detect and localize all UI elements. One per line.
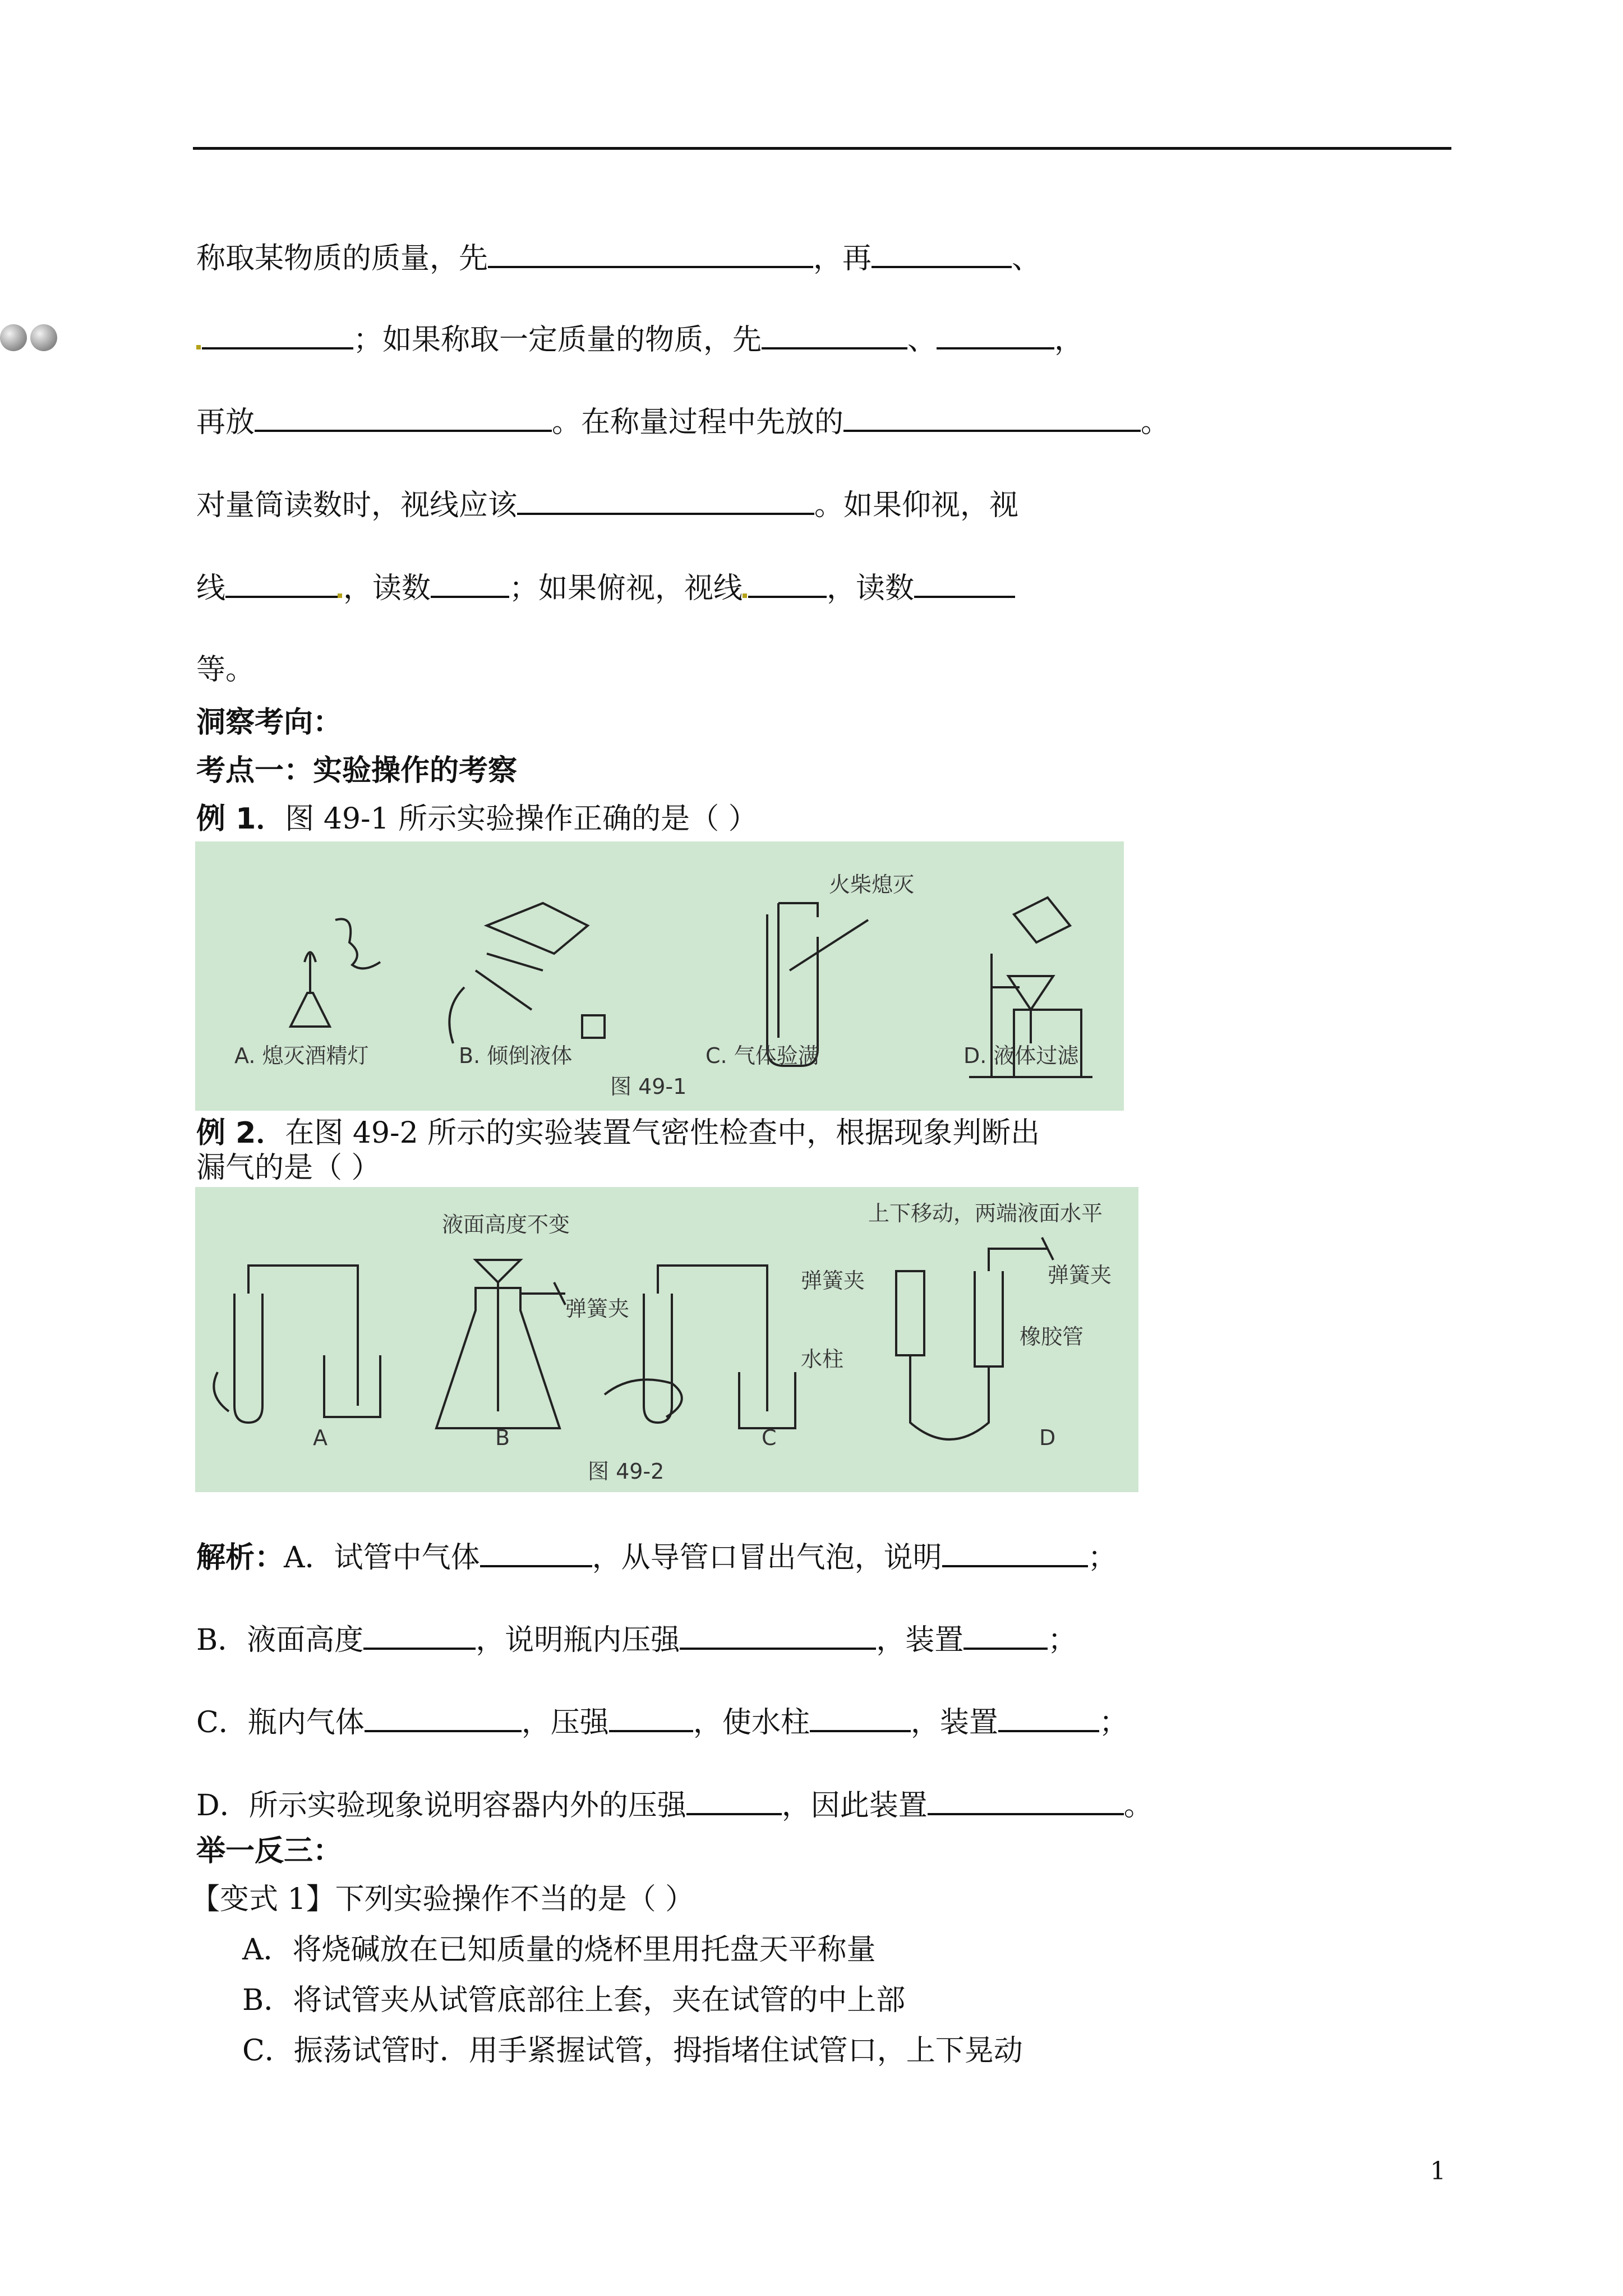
rubber-tube-icon xyxy=(910,1355,989,1439)
tube-right-icon xyxy=(975,1271,1003,1366)
delivery-tube-icon xyxy=(778,903,818,1038)
figure2-option-c: C xyxy=(762,1425,777,1450)
apparatus-drawings xyxy=(214,1237,1053,1439)
variant-text: 下列实验操作不当的是（ ） xyxy=(335,1883,695,1916)
figure2-option-d: D xyxy=(1039,1425,1056,1450)
blank xyxy=(928,1788,1124,1815)
text: ，因此装置 xyxy=(781,1789,928,1823)
analysis-b xyxy=(196,1623,1077,1657)
text: ； xyxy=(1048,1623,1077,1657)
point-1: 考点一：实验操作的考察 xyxy=(196,754,518,788)
stopper-icon xyxy=(582,1015,605,1038)
clamp-icon xyxy=(520,1282,565,1305)
figure-49-1 xyxy=(195,841,1124,1111)
blank xyxy=(843,405,1141,432)
blank xyxy=(914,571,1015,598)
analysis-c xyxy=(196,1705,1128,1740)
text: 等。 xyxy=(196,653,255,687)
hand-icon xyxy=(214,1372,229,1411)
page-number: 1 xyxy=(1430,2157,1446,2185)
variant-label: 【变式 1】 xyxy=(191,1883,335,1916)
pouring-beaker-icon xyxy=(1014,898,1070,942)
text: 线 xyxy=(196,572,226,605)
blank xyxy=(762,323,907,349)
text: ；如果俯视，视线 xyxy=(509,572,743,605)
blank xyxy=(680,1623,876,1650)
variant-1 xyxy=(191,1883,694,1916)
variant-1-option-a: A．将烧碱放在已知质量的烧杯里用托盘天平称量 xyxy=(242,1933,876,1967)
section-practice: 举一反三： xyxy=(196,1834,343,1868)
figure2-option-a: A xyxy=(313,1425,328,1450)
example-label: 例 2． xyxy=(196,1116,285,1150)
figure2-annotation: 液面高度不变 xyxy=(442,1212,570,1237)
header-rule xyxy=(193,147,1451,150)
text: 。 xyxy=(1141,406,1170,439)
hand-icon xyxy=(449,987,464,1043)
text: ，装置 xyxy=(876,1623,964,1657)
test-tube-icon xyxy=(644,1294,672,1423)
text: A．试管中气体 xyxy=(284,1541,480,1575)
tube-left-icon xyxy=(896,1271,924,1355)
example-2 xyxy=(196,1116,1040,1150)
example-label: 例 1． xyxy=(196,802,285,836)
blank xyxy=(810,1705,911,1732)
text: ，读数 xyxy=(827,572,915,605)
blank xyxy=(488,241,813,268)
blank xyxy=(363,1623,476,1650)
text: 再放 xyxy=(196,406,255,439)
text: 、 xyxy=(1012,242,1041,275)
match-icon xyxy=(790,920,868,970)
example-2-cont: 漏气的是（ ） xyxy=(196,1151,381,1185)
section-insight: 洞察考向： xyxy=(196,706,343,739)
analysis-a xyxy=(196,1540,1117,1575)
text: ， xyxy=(1054,323,1084,357)
alcohol-lamp-icon xyxy=(291,993,330,1027)
fill-line-4 xyxy=(196,488,1018,522)
blank xyxy=(202,323,353,349)
text: 。在称量过程中先放的 xyxy=(552,406,844,439)
example-text: 在图 49-2 所示的实验装置气密性检查中，根据现象判断出 xyxy=(285,1116,1040,1150)
beaker-icon xyxy=(324,1355,380,1417)
text: 对量筒读数时，视线应该 xyxy=(196,489,518,522)
text: C．瓶内气体 xyxy=(196,1706,365,1740)
text: ，使水柱 xyxy=(693,1706,810,1740)
blank xyxy=(963,1623,1048,1650)
delivery-tube-icon xyxy=(248,1266,358,1406)
analysis-d xyxy=(196,1788,1153,1823)
blank xyxy=(365,1705,522,1732)
analysis-label: 解析： xyxy=(196,1541,284,1575)
blank xyxy=(942,1540,1088,1567)
figure2-annotation: 弹簧夹 xyxy=(801,1268,865,1293)
figure2-annotation: 弹簧夹 xyxy=(565,1296,630,1321)
figure1-option-d: D. 液体过滤 xyxy=(963,1043,1079,1068)
fill-line-5 xyxy=(196,571,1015,605)
blank xyxy=(872,241,1012,268)
decor-circle-icon xyxy=(0,324,27,351)
blank xyxy=(225,571,338,598)
example-1 xyxy=(196,802,758,836)
variant-1-option-b: B．将试管夹从试管底部往上套，夹在试管的中上部 xyxy=(242,1984,906,2017)
clamp-icon xyxy=(989,1237,1053,1271)
blank xyxy=(255,405,552,432)
mark xyxy=(743,593,747,598)
blank xyxy=(431,571,509,598)
mark xyxy=(196,345,201,349)
text: 。如果仰视，视 xyxy=(814,489,1019,522)
blank xyxy=(609,1705,693,1732)
blank xyxy=(748,571,827,598)
figure-49-2-drawing xyxy=(195,1187,1138,1492)
mark xyxy=(338,593,342,598)
fill-line-6 xyxy=(196,653,255,687)
blank xyxy=(937,323,1054,349)
figure2-annotation: 水柱 xyxy=(801,1347,844,1372)
figure1-caption: 图 49-1 xyxy=(610,1074,687,1099)
text: ； xyxy=(1087,1541,1117,1575)
face-blowing-icon xyxy=(335,919,380,968)
fill-line-2 xyxy=(196,323,1083,357)
text: ；如果称取一定质量的物质，先 xyxy=(353,323,762,357)
text: D．所示实验现象说明容器内外的压强 xyxy=(196,1789,686,1823)
figure2-annotation: 上下移动，两端液面水平 xyxy=(868,1201,1103,1226)
funnel-icon xyxy=(476,1260,520,1411)
figure1-annotation: 火柴熄灭 xyxy=(829,872,915,897)
flame-icon xyxy=(305,953,316,993)
figure1-option-c: C. 气体验满 xyxy=(706,1043,819,1068)
test-tube-icon xyxy=(476,954,543,1010)
text: B．液面高度 xyxy=(196,1623,364,1657)
text: 、 xyxy=(907,323,937,357)
figure2-annotation: 弹簧夹 xyxy=(1048,1263,1112,1287)
text: ，压强 xyxy=(521,1706,609,1740)
blank xyxy=(517,488,814,515)
figure1-option-b: B. 倾倒液体 xyxy=(459,1043,573,1068)
blank xyxy=(998,1705,1099,1732)
blank xyxy=(480,1540,592,1567)
text: ，读数 xyxy=(343,572,431,605)
fill-line-3 xyxy=(196,405,1170,439)
text: ，装置 xyxy=(910,1706,998,1740)
figure-49-1-drawing xyxy=(195,841,1124,1111)
text: 称取某物质的质量，先 xyxy=(196,242,488,275)
variant-1-option-c: C．振荡试管时．用手紧握试管，拇指堵住试管口，上下晃动 xyxy=(242,2034,1023,2068)
example-text: 图 49-1 所示实验操作正确的是（ ） xyxy=(285,802,758,836)
figure2-caption: 图 49-2 xyxy=(588,1459,665,1484)
decor-circle-icon xyxy=(30,324,57,351)
fill-line-1 xyxy=(196,241,1041,275)
bottle-icon xyxy=(487,903,588,954)
text: ； xyxy=(1099,1706,1128,1740)
figure-49-2 xyxy=(195,1187,1138,1492)
figure2-annotation: 橡胶管 xyxy=(1020,1324,1084,1349)
text: 。 xyxy=(1123,1789,1153,1823)
text: ，说明瓶内压强 xyxy=(476,1623,680,1657)
figure1-option-a: A. 熄灭酒精灯 xyxy=(234,1043,369,1068)
figure2-option-b: B xyxy=(495,1425,510,1450)
text: ，从导管口冒出气泡，说明 xyxy=(592,1541,942,1575)
blank xyxy=(686,1788,782,1815)
text: ，再 xyxy=(813,242,872,275)
delivery-tube-icon xyxy=(658,1266,767,1411)
test-tube-icon xyxy=(234,1294,262,1423)
